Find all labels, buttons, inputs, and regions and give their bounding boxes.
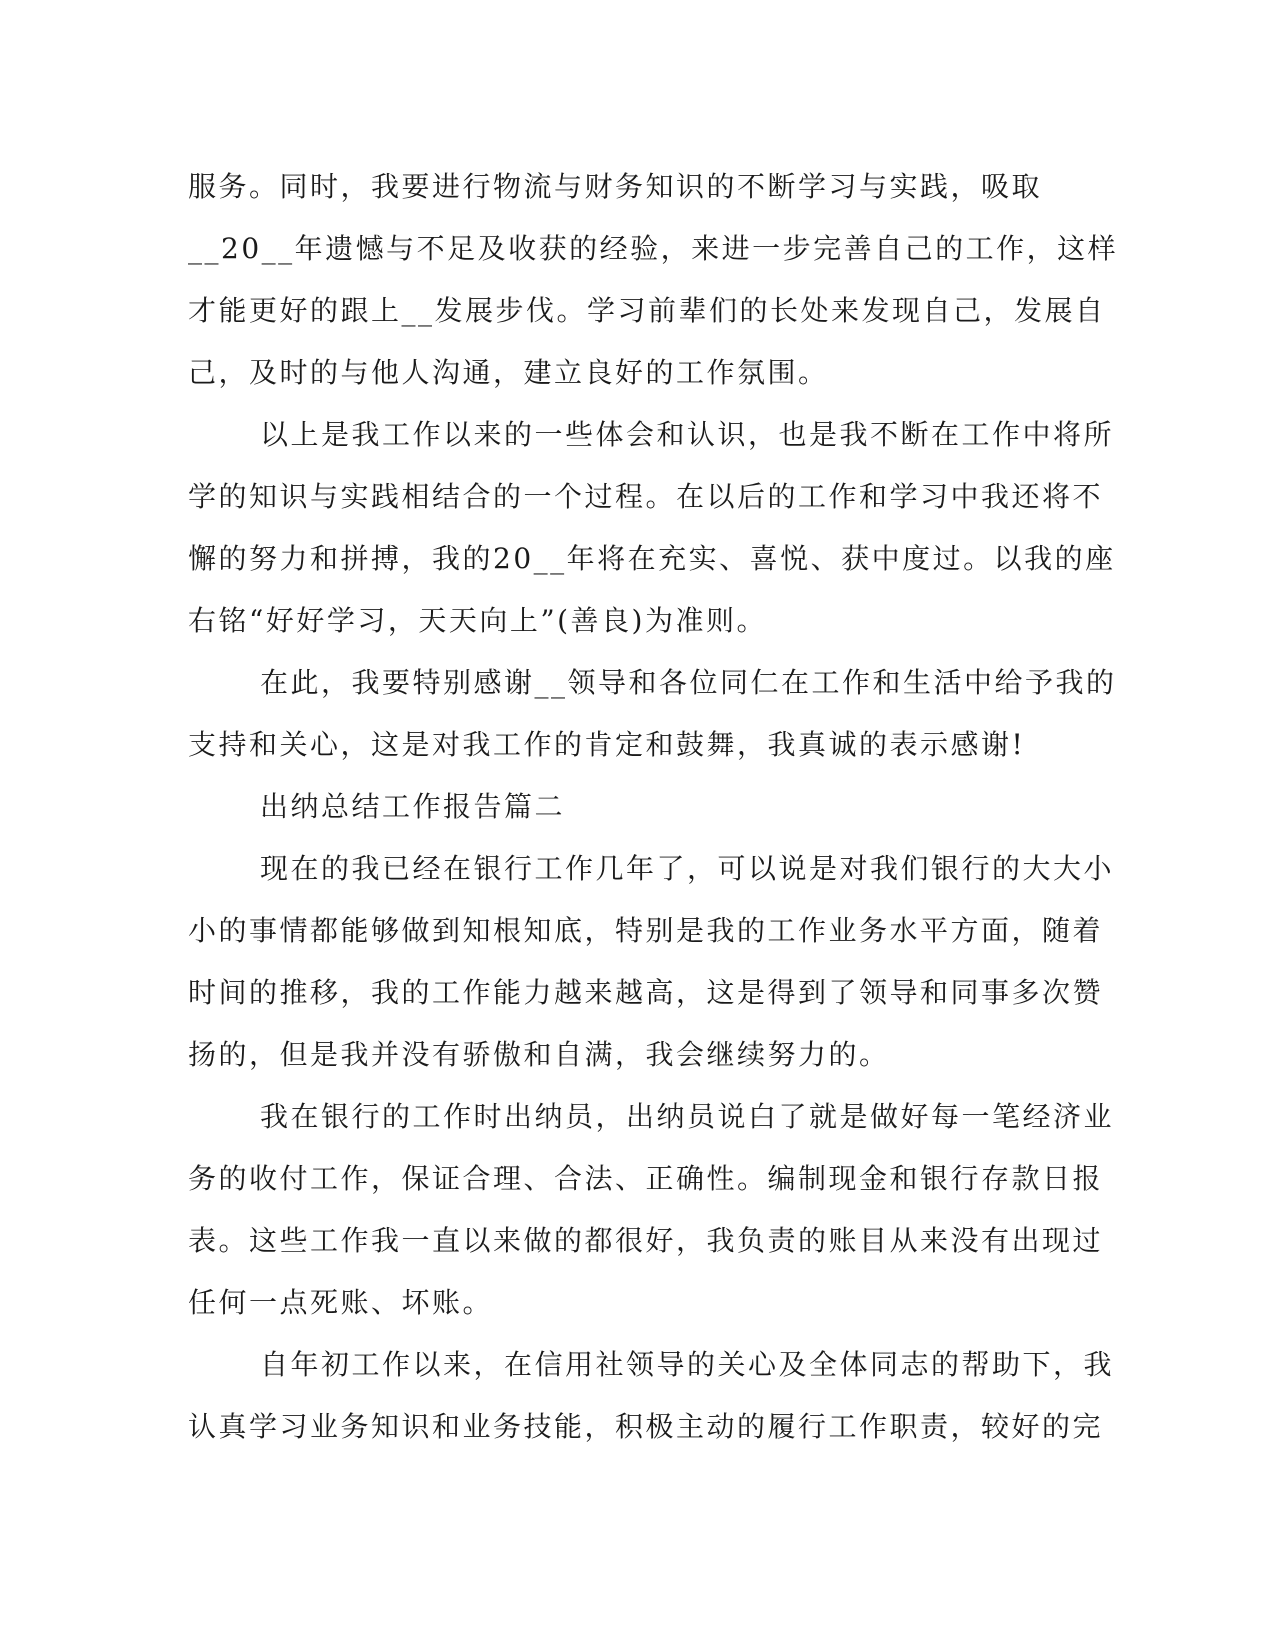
text-line: 现在的我已经在银行工作几年了，可以说是对我们银行的大大小 [260,852,1115,885]
text-line: 表。这些工作我一直以来做的都很好，我负责的账目从来没有出现过 [188,1224,1104,1257]
text-line: 才能更好的跟上__发展步伐。学习前辈们的长处来发现自己，发展自 [188,294,1106,327]
text-line: 己，及时的与他人沟通，建立良好的工作氛围。 [188,356,829,389]
text-line: 在此，我要特别感谢__领导和各位同仁在工作和生活中给予我的 [260,666,1117,699]
text-line: 支持和关心，这是对我工作的肯定和鼓舞，我真诚的表示感谢! [188,728,1026,761]
text-line: 右铭“好好学习，天天向上”(善良)为准则。 [188,604,767,637]
section-heading: 出纳总结工作报告篇二 [260,790,566,823]
text-line: __20__年遗憾与不足及收获的经验，来进一步完善自己的工作，这样 [188,232,1119,265]
document-body [188,156,1119,1458]
text-line: 服务。同时，我要进行物流与财务知识的不断学习与实践，吸取 [188,170,1043,203]
text-line: 认真学习业务知识和业务技能，积极主动的履行工作职责，较好的完 [188,1410,1104,1443]
text-line: 扬的，但是我并没有骄傲和自满，我会继续努力的。 [188,1038,890,1071]
text-line: 学的知识与实践相结合的一个过程。在以后的工作和学习中我还将不 [188,480,1104,513]
text-line: 小的事情都能够做到知根知底，特别是我的工作业务水平方面，随着 [188,914,1104,947]
text-line: 自年初工作以来，在信用社领导的关心及全体同志的帮助下，我 [260,1348,1115,1381]
text-line: 懈的努力和拼搏，我的20__年将在充实、喜悦、获中度过。以我的座 [188,542,1116,575]
text-line: 务的收付工作，保证合理、合法、正确性。编制现金和银行存款日报 [188,1162,1104,1195]
text-line: 我在银行的工作时出纳员，出纳员说白了就是做好每一笔经济业 [260,1100,1115,1133]
text-line: 以上是我工作以来的一些体会和认识，也是我不断在工作中将所 [260,418,1115,451]
text-line: 时间的推移，我的工作能力越来越高，这是得到了领导和同事多次赞 [188,976,1104,1009]
text-line: 任何一点死账、坏账。 [188,1286,494,1319]
